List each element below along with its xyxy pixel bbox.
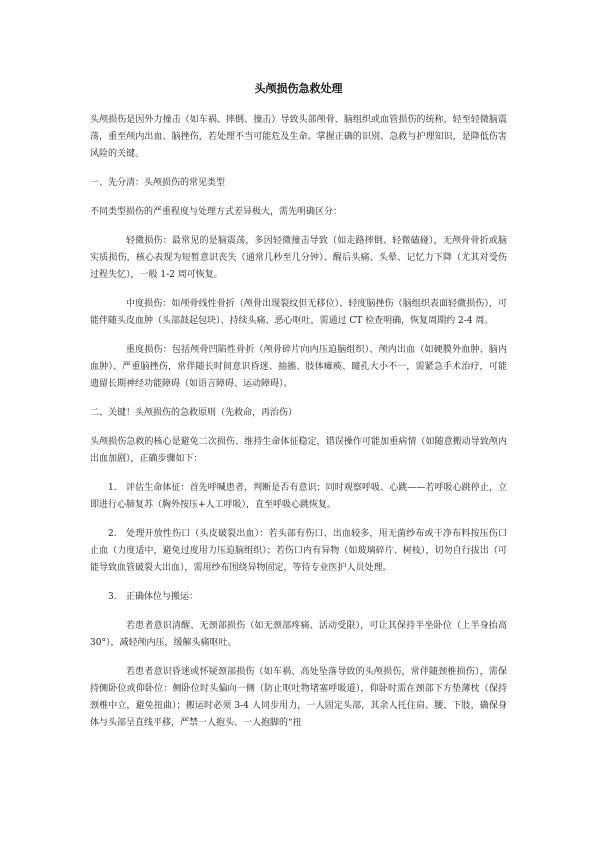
step-3-text: 正确体位与搬运： <box>126 592 199 602</box>
severe-injury-paragraph: 重度损伤：包括颅骨凹陷性骨折（颅骨碎片向内压迫脑组织）、颅内出血（如硬膜外血肿、脑内血肿）、严重脑挫伤，常伴随长时间意识昏迷、抽搐、肢体瘫痪、瞳孔大小不一，需紧急手术治疗，可能遗留长期神经功能障碍（如语言障碍、运动障碍）。 <box>90 345 507 389</box>
step-3-item <box>90 589 507 606</box>
moderate-injury-paragraph: 中度损伤：如颅骨线性骨折（颅骨出现裂纹但无移位）、轻度脑挫伤（脑组织表面轻微损伤），可能伴随头皮血肿（头部鼓起包块）、持续头痛、恶心呕吐，需通过 CT 检查明确，恢复周期约 2-4 周。 <box>90 299 507 326</box>
step-3-number: 3. <box>108 592 117 602</box>
step-2-text: 处理开放性伤口（头皮破裂出血）：若头部有伤口、出血较多，用无菌纱布或干净布料按压伤口止血（力度适中，避免过度用力压迫脑组织）；若伤口内有异物（如玻璃碎片、树枝），切勿自行拔出（可能导致血管破裂大出血），需用纱布围绕异物固定，等待专业医护人员处理。 <box>90 529 507 573</box>
step-1-item <box>90 480 507 514</box>
step-1-text: 评估生命体征：首先呼喊患者，判断是否有意识；同时观察呼吸、心跳——若呼吸心跳停止，立即进行心肺复苏（胸外按压+人工呼吸），直至呼吸心跳恢复。 <box>90 483 507 510</box>
types-intro-paragraph: 不同类型损伤的严重程度与处理方式差异极大，需先明确区分： <box>90 207 343 217</box>
section-heading-first-aid: 二、关键！头颅损伤的急救原则（先救命，再治伤） <box>90 408 298 418</box>
step-1-number: 1. <box>108 483 117 493</box>
step-3b-paragraph: 若患者意识昏迷或怀疑颈部损伤（如车祸、高处坠落导致的头颅损伤，常伴随颈椎损伤），需保持侧卧位或仰卧位：侧卧位时头偏向一侧（防止呕吐物堵塞呼吸道），仰卧时需在颈部下方垫薄枕（保持颈椎中立，避免扭曲）；搬运时必须 3-4 人同步用力，一人固定头部，其余人托住肩、腰、下肢，确保身体与头部呈直线平移，严禁一人抱头、一人抱脚的“扭 <box>90 667 507 728</box>
step-2-number: 2. <box>108 529 117 539</box>
document-title: 头颅损伤急救处理 <box>254 82 343 95</box>
step-2-item <box>90 526 507 577</box>
section-heading-types: 一、先分清：头颅损伤的常见类型 <box>90 178 226 188</box>
intro-paragraph: 头颅损伤是因外力撞击（如车祸、摔倒、撞击）导致头部颅骨、脑组织或血管损伤的统称，轻至轻微脑震荡，重至颅内出血、脑挫伤，若处理不当可能危及生命。掌握正确的识别、急救与护理知识，是降低伤害风险的关键。 <box>90 115 507 159</box>
first-aid-intro-paragraph: 头颅损伤急救的核心是避免二次损伤、维持生命体征稳定，错误操作可能加重病情（如随意搬动导致颅内出血加剧），正确步骤如下： <box>90 437 507 464</box>
mild-injury-paragraph: 轻微损伤：最常见的是脑震荡，多因轻微撞击导致（如走路摔倒、轻微磕碰），无颅骨骨折或脑实质损伤，核心表现为短暂意识丧失（通常几秒至几分钟）、醒后头痛、头晕、记忆力下降（尤其对受伤过程失忆），一般 1-2 周可恢复。 <box>90 236 507 280</box>
step-3a-paragraph: 若患者意识清醒、无颈部损伤（如无颈部疼痛、活动受限），可让其保持半坐卧位（上半身抬高 30°），减轻颅内压，缓解头痛呕吐。 <box>90 621 507 648</box>
